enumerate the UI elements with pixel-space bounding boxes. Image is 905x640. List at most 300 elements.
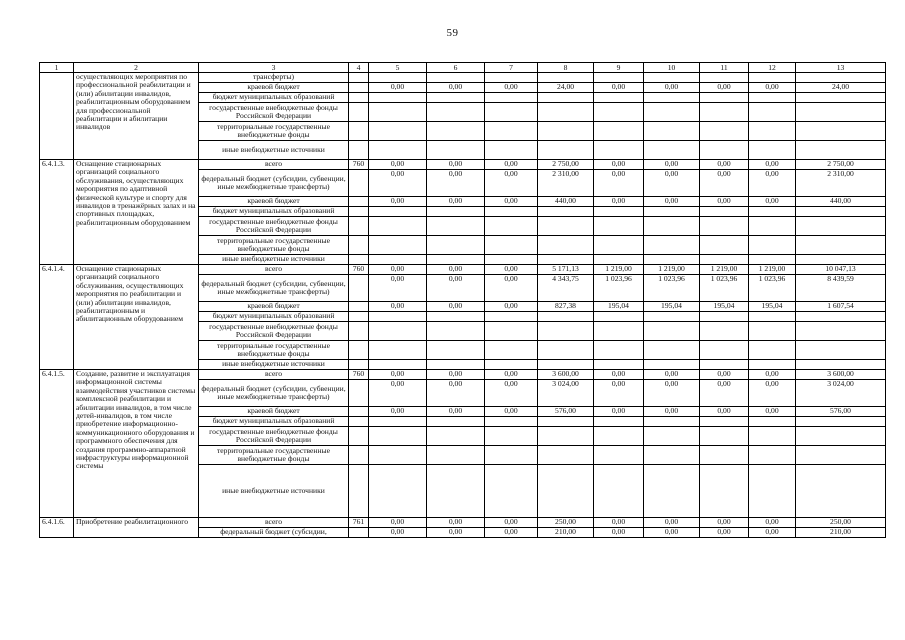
item-code [40,73,74,160]
amount-cell [427,73,485,83]
amount-cell [485,446,538,465]
amount-cell [644,312,700,322]
amount-cell [749,465,796,518]
amount-cell: 1 219,00 [594,265,644,275]
amount-cell: 2 310,00 [796,170,886,197]
amount-cell: 0,00 [485,370,538,380]
amount-cell: 2 750,00 [796,160,886,170]
amount-cell: 0,00 [749,160,796,170]
amount-cell: 210,00 [538,528,594,538]
amount-cell [369,236,427,255]
amount-cell [369,312,427,322]
amount-cell: 1 219,00 [749,265,796,275]
amount-cell [369,465,427,518]
amount-cell [644,255,700,265]
amount-cell [369,93,427,103]
amount-cell [427,417,485,427]
table-row [40,73,886,83]
col4-cell: 760 [349,160,369,170]
amount-cell: 24,00 [538,83,594,93]
amount-cell: 0,00 [700,528,749,538]
funding-source: всего [199,265,349,275]
amount-cell: 440,00 [796,197,886,207]
amount-cell [485,322,538,341]
amount-cell: 0,00 [594,518,644,528]
amount-cell [644,122,700,141]
amount-cell [538,73,594,83]
amount-cell: 0,00 [369,160,427,170]
amount-cell: 440,00 [538,197,594,207]
amount-cell [749,236,796,255]
table-row [40,160,886,170]
amount-cell: 0,00 [485,265,538,275]
col4-cell [349,141,369,160]
item-description: Оснащение стационарных организаций социального обслуживания, осуществляющих мероприятия по реабилитации и (или) абилитации инвалидов, реабилитационным и абилитационным оборудованием [74,265,199,370]
header-cell: 2 [74,63,199,73]
amount-cell [594,122,644,141]
amount-cell: 0,00 [369,518,427,528]
amount-cell [749,73,796,83]
col4-cell [349,380,369,407]
funding-source: иные внебюджетные источники [199,141,349,160]
funding-source: краевой бюджет [199,83,349,93]
amount-cell [644,322,700,341]
amount-cell [369,427,427,446]
amount-cell [369,446,427,465]
funding-source: краевой бюджет [199,407,349,417]
amount-cell [749,312,796,322]
amount-cell [700,427,749,446]
amount-cell: 0,00 [749,518,796,528]
amount-cell: 2 310,00 [538,170,594,197]
item-description: Приобретение реабилитационного [74,518,199,538]
amount-cell [369,73,427,83]
header-cell: 1 [40,63,74,73]
amount-cell [700,122,749,141]
funding-source: всего [199,518,349,528]
col4-cell [349,236,369,255]
amount-cell: 1 023,96 [749,275,796,302]
amount-cell [749,141,796,160]
amount-cell: 0,00 [369,380,427,407]
amount-cell: 0,00 [485,407,538,417]
funding-source: бюджет муниципальных образований [199,312,349,322]
funding-source: федеральный бюджет (субсидии, субвенции, иные межбюджетные трансферты) [199,380,349,407]
funding-source: государственные внебюджетные фонды Российской Федерации [199,427,349,446]
amount-cell [594,93,644,103]
funding-source: иные внебюджетные источники [199,360,349,370]
amount-cell [427,312,485,322]
amount-cell [427,255,485,265]
amount-cell [485,103,538,122]
amount-cell: 0,00 [700,197,749,207]
amount-cell: 0,00 [427,380,485,407]
funding-source: территориальные государственные внебюджетные фонды [199,122,349,141]
item-code: 6.4.1.4. [40,265,74,370]
amount-cell [594,73,644,83]
amount-cell [796,217,886,236]
amount-cell: 0,00 [749,407,796,417]
amount-cell: 0,00 [485,380,538,407]
header-cell: 9 [594,63,644,73]
budget-table-sheet [39,62,885,538]
amount-cell [644,103,700,122]
amount-cell [796,236,886,255]
amount-cell [369,207,427,217]
header-cell: 3 [199,63,349,73]
item-code: 6.4.1.3. [40,160,74,265]
amount-cell: 210,00 [796,528,886,538]
amount-cell [700,141,749,160]
amount-cell [796,360,886,370]
amount-cell: 0,00 [427,528,485,538]
col4-cell [349,255,369,265]
funding-source: государственные внебюджетные фонды Российской Федерации [199,103,349,122]
amount-cell: 0,00 [427,370,485,380]
item-description: Оснащение стационарных организаций социального обслуживания, осуществляющих мероприятия по адаптивной физической культуре и спорту для инвалидов в тренажёрных залах и на спортивных площадках, реабилитационным оборудованием [74,160,199,265]
amount-cell [485,427,538,446]
amount-cell: 195,04 [594,302,644,312]
amount-cell: 0,00 [700,170,749,197]
amount-cell [796,73,886,83]
table-row [40,518,886,528]
amount-cell [594,103,644,122]
amount-cell: 0,00 [369,170,427,197]
funding-source: территориальные государственные внебюджетные фонды [199,341,349,360]
amount-cell [700,360,749,370]
amount-cell [700,73,749,83]
amount-cell [749,122,796,141]
amount-cell [749,322,796,341]
amount-cell: 2 750,00 [538,160,594,170]
header-row [40,63,886,73]
amount-cell [369,322,427,341]
amount-cell [644,236,700,255]
amount-cell: 0,00 [644,380,700,407]
header-cell: 4 [349,63,369,73]
amount-cell: 0,00 [369,302,427,312]
col4-cell: 760 [349,370,369,380]
funding-source: краевой бюджет [199,302,349,312]
amount-cell [485,255,538,265]
amount-cell [796,465,886,518]
amount-cell [796,427,886,446]
funding-source: всего [199,160,349,170]
amount-cell [749,427,796,446]
amount-cell [594,312,644,322]
col4-cell [349,322,369,341]
amount-cell: 0,00 [427,275,485,302]
amount-cell [427,341,485,360]
amount-cell [594,417,644,427]
funding-source: иные внебюджетные источники [199,255,349,265]
header-cell: 8 [538,63,594,73]
amount-cell [369,103,427,122]
amount-cell [796,341,886,360]
amount-cell [538,103,594,122]
header-cell: 5 [369,63,427,73]
amount-cell: 0,00 [427,265,485,275]
amount-cell [796,322,886,341]
amount-cell [594,207,644,217]
amount-cell: 1 023,96 [594,275,644,302]
amount-cell [700,341,749,360]
amount-cell: 1 023,96 [700,275,749,302]
amount-cell: 0,00 [644,170,700,197]
amount-cell [485,417,538,427]
amount-cell [644,360,700,370]
col4-cell [349,417,369,427]
amount-cell: 0,00 [427,170,485,197]
amount-cell [538,322,594,341]
item-description: Создание, развитие и эксплуатация информационной системы взаимодействия участников системы комплексной реабилитации и абилитации инвалидов, в том числе детей-инвалидов, в том числе приобретение информационно-коммуникационного оборудования и программного обеспечения для создания программно-аппаратной инфраструктуры информационной системы [74,370,199,518]
amount-cell [796,255,886,265]
amount-cell: 0,00 [427,197,485,207]
amount-cell [538,93,594,103]
amount-cell [369,417,427,427]
amount-cell: 195,04 [700,302,749,312]
page-number: 59 [446,27,459,39]
amount-cell: 1 219,00 [700,265,749,275]
amount-cell [796,446,886,465]
amount-cell [538,236,594,255]
amount-cell [427,465,485,518]
amount-cell: 0,00 [644,528,700,538]
amount-cell [796,312,886,322]
amount-cell [700,207,749,217]
amount-cell [485,341,538,360]
amount-cell [594,236,644,255]
amount-cell [700,93,749,103]
amount-cell [749,341,796,360]
amount-cell [427,103,485,122]
amount-cell [369,360,427,370]
amount-cell: 0,00 [427,160,485,170]
amount-cell: 0,00 [644,197,700,207]
table-row [40,265,886,275]
amount-cell: 0,00 [749,528,796,538]
amount-cell [538,207,594,217]
amount-cell [485,73,538,83]
amount-cell: 0,00 [700,407,749,417]
col4-cell [349,427,369,446]
amount-cell: 250,00 [796,518,886,528]
amount-cell [485,312,538,322]
amount-cell [427,217,485,236]
col4-cell [349,446,369,465]
amount-cell: 3 024,00 [796,380,886,407]
amount-cell [644,465,700,518]
amount-cell [369,122,427,141]
funding-source: федеральный бюджет (субсидии, [199,528,349,538]
amount-cell [594,255,644,265]
funding-source: федеральный бюджет (субсидии, субвенции, иные межбюджетные трансферты) [199,170,349,197]
amount-cell: 576,00 [538,407,594,417]
amount-cell: 0,00 [594,528,644,538]
amount-cell [538,141,594,160]
amount-cell [644,93,700,103]
col4-cell [349,465,369,518]
amount-cell [749,217,796,236]
amount-cell: 8 439,59 [796,275,886,302]
col4-cell [349,360,369,370]
header-cell: 10 [644,63,700,73]
amount-cell: 1 607,54 [796,302,886,312]
amount-cell [594,322,644,341]
amount-cell: 0,00 [644,407,700,417]
funding-source: бюджет муниципальных образований [199,207,349,217]
amount-cell [594,446,644,465]
amount-cell: 0,00 [485,275,538,302]
amount-cell: 3 600,00 [538,370,594,380]
amount-cell [485,465,538,518]
amount-cell [700,103,749,122]
amount-cell: 1 023,96 [644,275,700,302]
amount-cell [700,236,749,255]
funding-source: бюджет муниципальных образований [199,417,349,427]
amount-cell: 3 600,00 [796,370,886,380]
item-description: осуществляющих мероприятия по профессиональной реабилитации и (или) абилитации инвалидов, реабилитационным оборудованием для профессиональной реабилитации и абилитации инвалидов [74,73,199,160]
amount-cell: 0,00 [644,83,700,93]
col4-cell [349,341,369,360]
amount-cell: 0,00 [700,370,749,380]
funding-source: иные внебюджетные источники [199,465,349,518]
col4-cell [349,207,369,217]
amount-cell [538,446,594,465]
amount-cell: 0,00 [749,170,796,197]
amount-cell: 24,00 [796,83,886,93]
funding-source: территориальные государственные внебюджетные фонды [199,236,349,255]
amount-cell [644,207,700,217]
amount-cell [749,103,796,122]
table-row [40,370,886,380]
amount-cell [538,217,594,236]
amount-cell: 0,00 [749,380,796,407]
amount-cell: 0,00 [369,275,427,302]
amount-cell [644,341,700,360]
amount-cell: 0,00 [700,380,749,407]
amount-cell [427,427,485,446]
amount-cell: 0,00 [644,160,700,170]
amount-cell: 10 047,13 [796,265,886,275]
amount-cell [369,341,427,360]
item-code: 6.4.1.6. [40,518,74,538]
amount-cell [538,427,594,446]
header-cell: 13 [796,63,886,73]
amount-cell [485,141,538,160]
amount-cell [538,312,594,322]
col4-cell [349,170,369,197]
amount-cell [485,236,538,255]
amount-cell: 0,00 [749,83,796,93]
amount-cell [700,465,749,518]
amount-cell: 0,00 [485,518,538,528]
amount-cell [427,122,485,141]
amount-cell [427,93,485,103]
amount-cell: 5 171,13 [538,265,594,275]
amount-cell [644,73,700,83]
amount-cell [749,93,796,103]
col4-cell [349,275,369,302]
col4-cell [349,93,369,103]
amount-cell [594,141,644,160]
amount-cell [538,255,594,265]
amount-cell: 0,00 [485,197,538,207]
amount-cell: 0,00 [749,370,796,380]
header-cell: 6 [427,63,485,73]
amount-cell [700,417,749,427]
amount-cell: 0,00 [427,302,485,312]
amount-cell [369,217,427,236]
amount-cell: 0,00 [369,265,427,275]
amount-cell: 0,00 [485,302,538,312]
amount-cell: 0,00 [369,370,427,380]
amount-cell: 0,00 [427,407,485,417]
amount-cell: 0,00 [369,528,427,538]
header-cell: 11 [700,63,749,73]
amount-cell [538,417,594,427]
amount-cell: 0,00 [485,528,538,538]
amount-cell: 0,00 [594,160,644,170]
amount-cell: 1 219,00 [644,265,700,275]
amount-cell [538,360,594,370]
amount-cell [485,122,538,141]
amount-cell: 0,00 [369,83,427,93]
amount-cell [644,141,700,160]
amount-cell [594,341,644,360]
amount-cell: 0,00 [485,170,538,197]
col4-cell [349,103,369,122]
col4-cell [349,217,369,236]
amount-cell [485,207,538,217]
amount-cell: 0,00 [427,83,485,93]
amount-cell [427,207,485,217]
amount-cell [796,417,886,427]
amount-cell: 250,00 [538,518,594,528]
amount-cell: 0,00 [594,197,644,207]
amount-cell: 827,38 [538,302,594,312]
header-cell: 12 [749,63,796,73]
amount-cell [369,255,427,265]
amount-cell: 0,00 [594,380,644,407]
amount-cell [427,322,485,341]
amount-cell: 0,00 [427,518,485,528]
amount-cell: 0,00 [594,370,644,380]
col4-cell [349,197,369,207]
amount-cell [749,207,796,217]
funding-source: краевой бюджет [199,197,349,207]
col4-cell [349,122,369,141]
amount-cell [749,417,796,427]
amount-cell: 0,00 [749,197,796,207]
funding-source: территориальные государственные внебюджетные фонды [199,446,349,465]
amount-cell [594,217,644,236]
amount-cell: 0,00 [594,170,644,197]
amount-cell [538,465,594,518]
funding-source: государственные внебюджетные фонды Российской Федерации [199,217,349,236]
amount-cell: 0,00 [369,407,427,417]
amount-cell [538,341,594,360]
amount-cell: 3 024,00 [538,380,594,407]
col4-cell [349,73,369,83]
item-code: 6.4.1.5. [40,370,74,518]
amount-cell [369,141,427,160]
amount-cell [427,446,485,465]
amount-cell [749,360,796,370]
amount-cell [700,322,749,341]
header-cell: 7 [485,63,538,73]
amount-cell [700,255,749,265]
